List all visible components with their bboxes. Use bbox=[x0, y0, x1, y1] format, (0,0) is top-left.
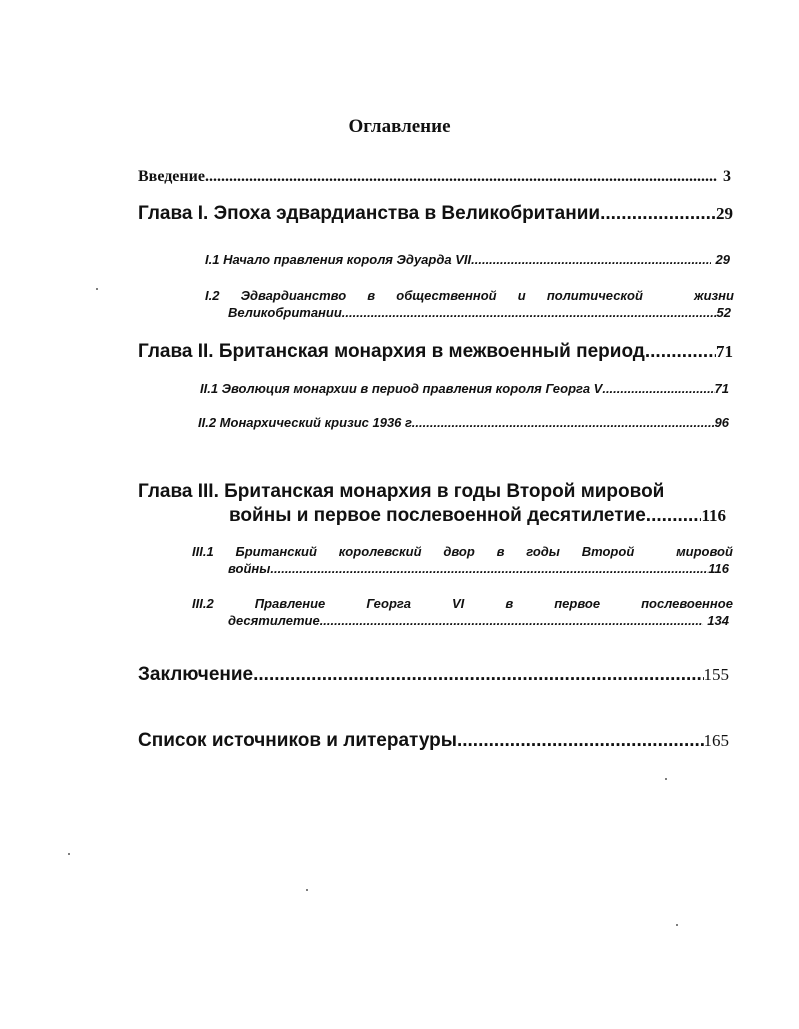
dot-leader bbox=[600, 203, 716, 225]
dot-leader bbox=[602, 381, 714, 396]
toc-section-page: 29 bbox=[715, 252, 730, 267]
toc-section-page: 116 bbox=[708, 561, 729, 576]
dot-leader bbox=[205, 168, 717, 186]
toc-section-page: 96 bbox=[714, 415, 729, 430]
toc-chapter-2[interactable] bbox=[138, 341, 733, 363]
toc-word: Правление bbox=[254, 596, 326, 611]
toc-entry-label: Введение bbox=[138, 168, 205, 185]
scan-speck bbox=[676, 924, 678, 926]
toc-word: в bbox=[367, 288, 376, 303]
toc-section-label: I.1 Начало правления короля Эдуарда VII bbox=[205, 252, 472, 267]
toc-word: Георга bbox=[366, 596, 411, 611]
toc-word: III.2 bbox=[192, 596, 214, 611]
toc-chapter-page: 71 bbox=[716, 342, 733, 361]
toc-section-page: 52 bbox=[716, 305, 731, 320]
toc-entry-page: 155 bbox=[703, 665, 729, 684]
toc-word: мировой bbox=[676, 544, 733, 559]
toc-chapter-label: войны и первое послевоенной десятилетие bbox=[229, 505, 646, 526]
page-title: Оглавление bbox=[348, 116, 451, 137]
toc-word: послевоенное bbox=[641, 596, 733, 611]
toc-section-label: десятилетие bbox=[228, 613, 320, 628]
dot-leader bbox=[471, 252, 710, 267]
dot-leader bbox=[342, 305, 717, 320]
toc-section-label: II.1 Эволюция монархии в период правления короля Георга V bbox=[200, 381, 603, 396]
toc-word: III.1 bbox=[192, 544, 214, 559]
toc-section-page: 71 bbox=[714, 381, 729, 396]
toc-section-page: 134 bbox=[707, 613, 729, 628]
toc-entry-label: Заключение bbox=[138, 664, 254, 685]
toc-chapter-1[interactable] bbox=[138, 203, 733, 225]
toc-word: VI bbox=[451, 596, 465, 611]
toc-word: I.2 bbox=[205, 288, 220, 303]
toc-word: двор bbox=[443, 544, 475, 559]
toc-entry-conclusion[interactable] bbox=[138, 664, 729, 686]
toc-chapter-label: Глава II. Британская монархия в межвоенный период bbox=[138, 341, 645, 362]
scan-speck bbox=[68, 853, 70, 855]
toc-chapter-3-line1[interactable]: Глава III. Британская монархия в годы Второй мировой bbox=[138, 481, 665, 502]
dot-leader bbox=[646, 505, 702, 527]
toc-section-label: войны bbox=[228, 561, 271, 576]
toc-word: Эдвардианство bbox=[240, 288, 347, 303]
toc-section-1-2-line1[interactable] bbox=[205, 288, 734, 303]
toc-section-label: Великобритании bbox=[228, 305, 342, 320]
toc-word: и bbox=[517, 288, 526, 303]
dot-leader bbox=[253, 664, 703, 686]
toc-chapter-page: 29 bbox=[716, 204, 733, 223]
toc-word: годы bbox=[526, 544, 560, 559]
dot-leader bbox=[415, 415, 714, 430]
toc-entry-page: 3 bbox=[723, 168, 731, 185]
dot-leader bbox=[320, 613, 704, 628]
toc-section-label: II.2 Монархический кризис 1936 г. bbox=[198, 415, 416, 430]
toc-section-1-1[interactable] bbox=[205, 252, 730, 267]
dot-leader bbox=[457, 730, 704, 752]
toc-entry-intro[interactable] bbox=[138, 168, 731, 186]
toc-word: жизни bbox=[694, 288, 734, 303]
toc-chapter-page: 116 bbox=[701, 506, 726, 525]
toc-word: Британский bbox=[235, 544, 317, 559]
toc-word: королевский bbox=[338, 544, 422, 559]
toc-chapter-3-line2[interactable] bbox=[229, 505, 726, 527]
toc-section-3-2-line2[interactable] bbox=[228, 613, 729, 628]
toc-word: в bbox=[505, 596, 514, 611]
toc-word: первое bbox=[554, 596, 601, 611]
toc-word: в bbox=[496, 544, 505, 559]
toc-entry-label: Список источников и литературы bbox=[138, 730, 457, 751]
toc-entry-sources[interactable] bbox=[138, 730, 729, 752]
toc-section-3-1-line2[interactable] bbox=[228, 561, 729, 576]
toc-entry-page: 165 bbox=[703, 731, 729, 750]
scan-speck bbox=[306, 889, 308, 891]
toc-section-3-1-line1[interactable] bbox=[192, 544, 733, 559]
toc-word: общественной bbox=[396, 288, 497, 303]
dot-leader bbox=[270, 561, 708, 576]
toc-section-1-2-line2[interactable] bbox=[228, 305, 731, 320]
toc-word: политической bbox=[546, 288, 643, 303]
toc-chapter-label: Глава I. Эпоха эдвардианства в Великобритании bbox=[138, 203, 601, 224]
toc-word: Второй bbox=[581, 544, 635, 559]
toc-section-2-1[interactable] bbox=[200, 381, 729, 396]
dot-leader bbox=[645, 341, 716, 363]
scan-speck bbox=[96, 288, 98, 290]
toc-section-3-2-line1[interactable] bbox=[192, 596, 733, 611]
scan-speck bbox=[665, 778, 667, 780]
toc-section-2-2[interactable] bbox=[198, 415, 729, 430]
